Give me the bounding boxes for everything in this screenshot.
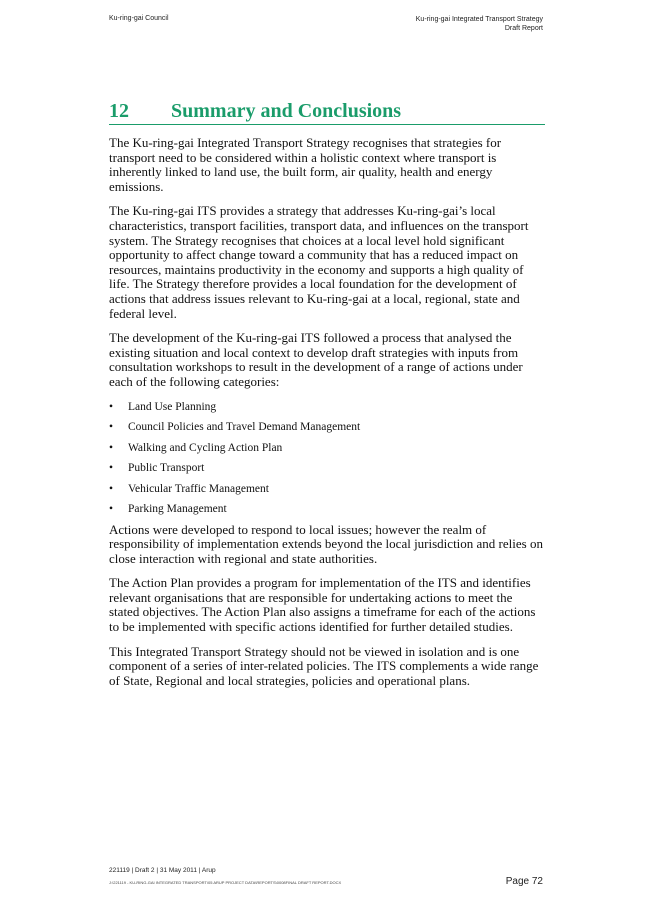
paragraph: The development of the Ku-ring-gai ITS followed a process that analysed the existing situation and local context to develop draft strategies with inputs from consultation workshops to result in the development of a range of actions under each of the following categories: (109, 330, 523, 389)
body-text (109, 136, 545, 698)
list-item-text: Vehicular Traffic Management (128, 482, 269, 495)
bullet-icon: • (109, 462, 114, 474)
list-item-text: Public Transport (128, 462, 205, 474)
footer-reference: 221119 | Draft 2 | 31 May 2011 | Arup (109, 867, 216, 874)
section-title: Summary and Conclusions (171, 100, 402, 122)
list-item (109, 482, 545, 496)
list-item-text: Land Use Planning (128, 400, 217, 413)
list-item-text: Council Policies and Travel Demand Management (128, 421, 361, 433)
bullet-icon: • (109, 400, 114, 413)
paragraph: The Ku-ring-gai Integrated Transport Strategy recognises that strategies for transport need to be considered within a holistic context where transport is inherently linked to land use, the built form, air quality, health and energy emissions. (109, 135, 502, 194)
header-document-title (416, 15, 543, 33)
header-title-line: Ku-ring-gai Integrated Transport Strategy (415, 16, 543, 23)
paragraph: Actions were developed to respond to local issues; however the realm of responsibility of implementation extends beyond the local jurisdiction and relies on close interaction with regional and state authorities. (109, 521, 543, 566)
header-organisation: Ku-ring-gai Council (109, 15, 169, 22)
list-item (109, 420, 545, 434)
bullet-icon: • (109, 482, 114, 495)
paragraph: This Integrated Transport Strategy should not be viewed in isolation and is one component of a series of inter-related policies. The ITS complements a wide range of State, Regional and local strategies, policies and operational plans. (109, 643, 539, 688)
list-item (109, 400, 545, 414)
footer-file-path: J:\221119 - KU-RING-GAI INTEGRATED TRANSPORT\05 ARUP PROJECT DATA\REPORTS\0008FINAL DRAFT REPORT.DOCX (109, 880, 342, 885)
paragraph: The Ku-ring-gai ITS provides a strategy that addresses Ku-ring-gai’s local characteristics, transport facilities, transport data, and influences on the transport system. The Strategy recognises that choices at a local level hold significant opportunity to affect change toward a community that has a reduced impact on resources, maintains productivity in the economy and supports a high quality of life. The Strategy therefore provides a local foundation for the development of actions that address issues relevant to Ku-ring-gai at a local, regional, state and federal level. (109, 203, 529, 321)
list-item (109, 502, 545, 516)
list-item-text: Walking and Cycling Action Plan (128, 441, 283, 454)
category-list (109, 400, 545, 517)
paragraph: The Action Plan provides a program for implementation of the ITS and identifies relevant organisations that are responsible for undertaking actions to meet the stated objectives. The Action Plan also assigns a timeframe for each of the actions to be implemented with specific actions identified for further detailed studies. (109, 575, 536, 635)
list-item (109, 441, 545, 455)
bullet-icon: • (109, 421, 114, 433)
list-item (109, 461, 545, 475)
header-subtitle-line: Draft Report (504, 25, 543, 32)
page-number: Page 72 (505, 876, 543, 887)
section-number: 12 (109, 100, 129, 122)
bullet-icon: • (109, 441, 114, 454)
list-item-text: Parking Management (128, 503, 227, 515)
section-heading (109, 100, 545, 125)
bullet-icon: • (109, 503, 114, 515)
